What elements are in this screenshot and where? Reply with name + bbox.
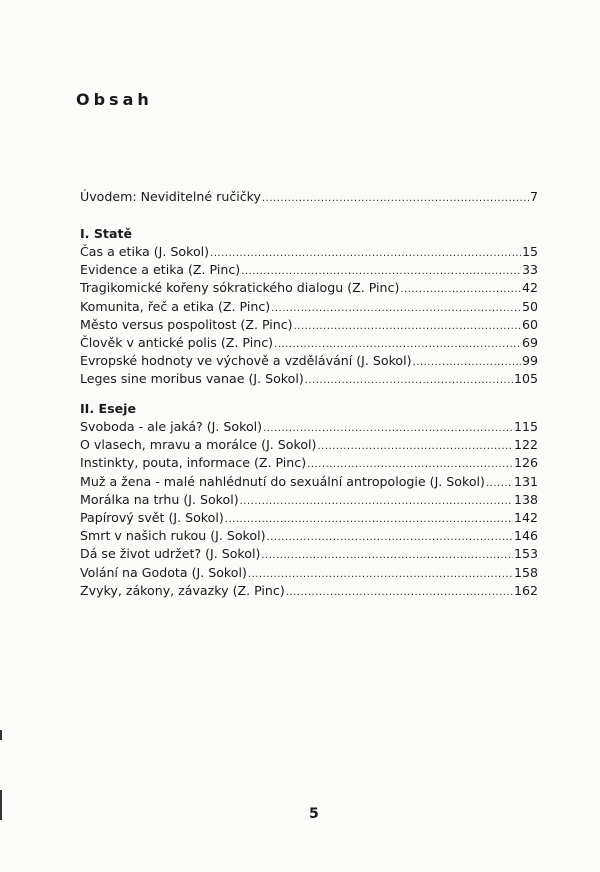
- entry-page: 115: [513, 419, 538, 434]
- toc-entry: [80, 298, 538, 316]
- dot-leader: [294, 318, 521, 336]
- page-title: Obsah: [76, 90, 153, 109]
- dot-leader: [261, 547, 513, 565]
- entry-title: Člověk v antické polis (Z. Pinc): [80, 334, 274, 350]
- entry-title: Papírový svět (J. Sokol): [80, 509, 224, 525]
- toc-section-stati: [80, 225, 538, 389]
- dot-leader: [486, 475, 513, 493]
- entry-title: Evropské hodnoty ve výchově a vzdělávání (J. Sokol): [80, 353, 412, 369]
- entry-title: Čas a etika (J. Sokol): [80, 244, 210, 259]
- entry-title: Svoboda - ale jaká? (J. Sokol): [80, 419, 263, 434]
- toc-entry: [80, 454, 538, 472]
- entry-title: Evidence a etika (Z. Pinc): [80, 262, 241, 278]
- entry-title: Dá se život udržet? (J. Sokol): [80, 546, 261, 562]
- toc-entry: [80, 334, 538, 352]
- entry-page: 126: [513, 455, 538, 471]
- entry-title: Leges sine moribus vanae (J. Sokol): [80, 371, 304, 387]
- entry-title: Úvodem: Neviditelné ručičky: [80, 189, 261, 204]
- dot-leader: [305, 372, 513, 390]
- entry-page: 105: [513, 371, 538, 387]
- entry-page: 162: [513, 582, 538, 598]
- entry-page: 50: [521, 298, 538, 314]
- dot-leader: [413, 354, 521, 372]
- dot-leader: [400, 281, 521, 299]
- page-number: 5: [309, 806, 319, 822]
- dot-leader: [210, 245, 521, 263]
- toc-entry: [80, 316, 538, 334]
- toc-entry: [80, 418, 538, 436]
- entry-page: 153: [513, 546, 538, 562]
- entry-page: 122: [513, 437, 538, 453]
- toc-entry: [80, 545, 538, 563]
- entry-page: 42: [521, 280, 538, 296]
- entry-title: Muž a žena - malé nahlédnutí do sexuální antropologie (J. Sokol): [80, 473, 485, 489]
- entry-page: 146: [513, 528, 538, 544]
- section-heading: II. Eseje: [80, 401, 137, 416]
- toc-entry: [80, 436, 538, 454]
- toc-entry: [80, 279, 538, 297]
- toc-section-eseje: [80, 400, 538, 600]
- entry-page: 99: [521, 353, 538, 369]
- entry-title: Město versus pospolitost (Z. Pinc): [80, 316, 293, 332]
- toc-entry: [80, 261, 538, 279]
- entry-title: Komunita, řeč a etika (Z. Pinc): [80, 298, 271, 314]
- entry-title: Volání na Godota (J. Sokol): [80, 564, 247, 580]
- entry-title: O vlasech, mravu a morálce (J. Sokol): [80, 437, 317, 453]
- toc-intro: [80, 188, 538, 206]
- entry-page: 15: [521, 244, 538, 259]
- entry-page: 69: [521, 334, 538, 350]
- entry-title: Zvyky, zákony, závazky (Z. Pinc): [80, 582, 285, 598]
- dot-leader: [262, 190, 529, 208]
- toc-entry: [80, 370, 538, 388]
- dot-leader: [267, 529, 513, 547]
- dot-leader: [240, 493, 513, 511]
- entry-page: 158: [513, 564, 538, 580]
- toc-entry: [80, 491, 538, 509]
- toc-entry: [80, 352, 538, 370]
- entry-title: Instinkty, pouta, informace (Z. Pinc): [80, 455, 307, 471]
- scan-edge-mark: [0, 730, 2, 740]
- dot-leader: [225, 511, 513, 529]
- toc-entry: [80, 509, 538, 527]
- entry-title: Morálka na trhu (J. Sokol): [80, 491, 239, 507]
- entry-page: 138: [513, 491, 538, 507]
- entry-page: 142: [513, 509, 538, 525]
- entry-page: 7: [529, 189, 538, 204]
- dot-leader: [286, 584, 513, 602]
- entry-page: 131: [513, 473, 538, 489]
- entry-title: Smrt v našich rukou (J. Sokol): [80, 528, 266, 544]
- toc-entry: [80, 582, 538, 600]
- entry-page: 33: [521, 262, 538, 278]
- scan-edge-mark: [0, 790, 2, 820]
- dot-leader: [271, 300, 521, 318]
- toc-entry: [80, 564, 538, 582]
- toc-entry: [80, 243, 538, 261]
- toc-entry: [80, 473, 538, 491]
- entry-title: Tragikomické kořeny sókratického dialogu (Z. Pinc): [80, 280, 400, 296]
- dot-leader: [317, 438, 512, 456]
- toc-entry: [80, 188, 538, 206]
- entry-page: 60: [521, 316, 538, 332]
- section-heading: I. Statě: [80, 226, 133, 241]
- dot-leader: [248, 566, 513, 584]
- toc-entry: [80, 527, 538, 545]
